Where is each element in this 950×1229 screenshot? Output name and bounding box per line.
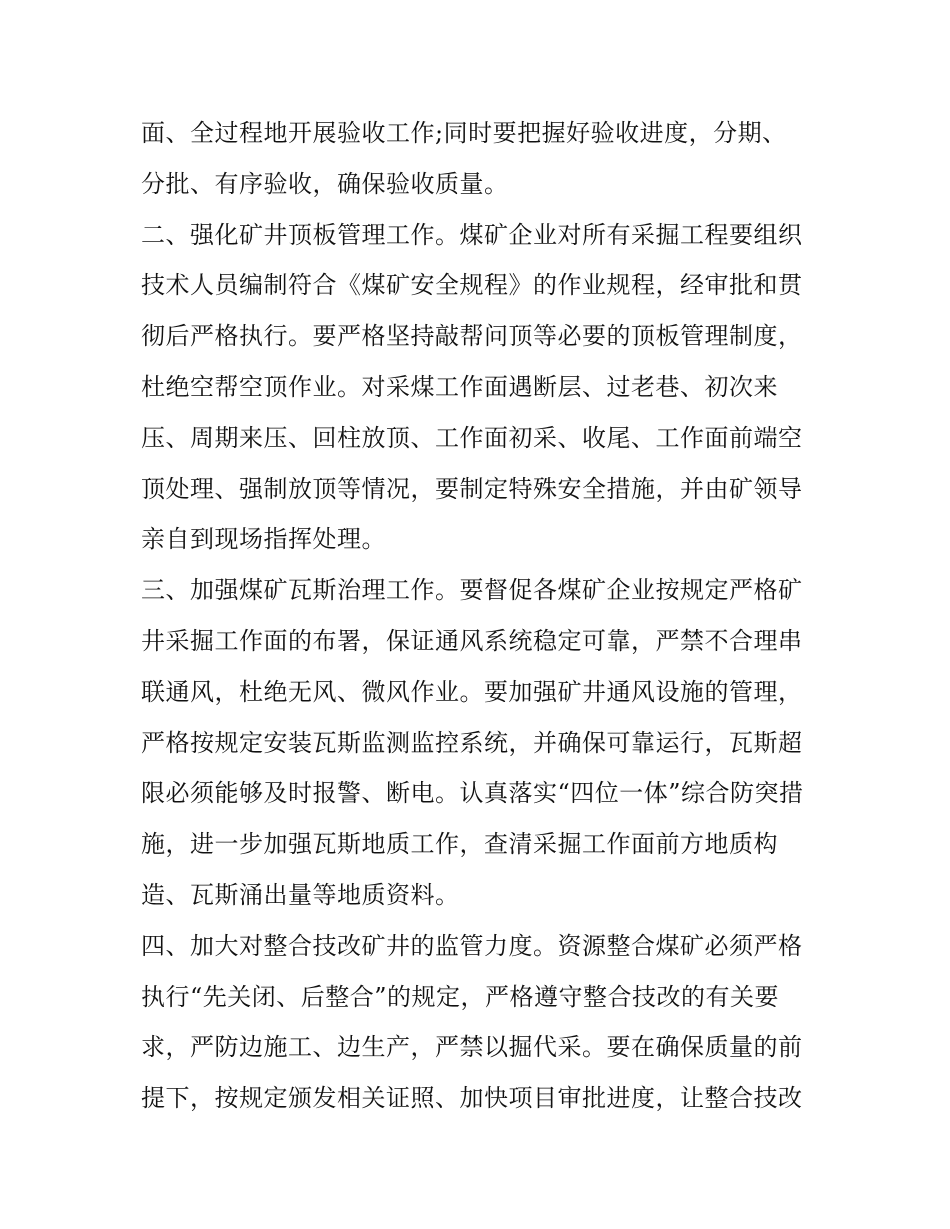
text-line: 造、瓦斯涌出量等地质资料。	[141, 880, 460, 909]
text-line: 联通风，杜绝无风、微风作业。要加强矿井通风设施的管理，	[141, 677, 803, 706]
text-line: 严格按规定安装瓦斯监测监控系统，并确保可靠运行，瓦斯超	[141, 728, 803, 757]
text-line: 面、全过程地开展验收工作;同时要把握好验收进度，分期、	[141, 119, 787, 147]
text-line: 亲自到现场指挥处理。	[141, 525, 386, 554]
text-line: 技术人员编制符合《煤矿安全规程》的作业规程，经审批和贯	[141, 271, 803, 300]
text-line: 压、周期来压、回柱放顶、工作面初采、收尾、工作面前端空	[141, 423, 803, 452]
text-line: 求，严防边施工、边生产，严禁以掘代采。要在确保质量的前	[141, 1033, 803, 1062]
text-line: 执行“先关闭、后整合”的规定，严格遵守整合技改的有关要	[141, 982, 780, 1011]
text-line: 提下，按规定颁发相关证照、加快项目审批进度，让整合技改	[141, 1084, 803, 1113]
text-line: 施，进一步加强瓦斯地质工作，查清采掘工作面前方地质构	[141, 830, 778, 859]
text-line: 顶处理、强制放顶等情况，要制定特殊安全措施，并由矿领导	[141, 474, 803, 503]
text-line: 彻后严格执行。要严格坚持敲帮问顶等必要的顶板管理制度，	[141, 322, 803, 351]
text-line: 三、加强煤矿瓦斯治理工作。要督促各煤矿企业按规定严格矿	[141, 576, 803, 605]
body-text	[141, 108, 821, 1124]
text-line: 限必须能够及时报警、断电。认真落实“四位一体”综合防突措	[141, 779, 804, 808]
text-line: 四、加大对整合技改矿井的监管力度。资源整合煤矿必须严格	[141, 931, 803, 960]
text-line: 杜绝空帮空顶作业。对采煤工作面遇断层、过老巷、初次来	[141, 372, 778, 401]
text-line: 井采掘工作面的布署，保证通风系统稳定可靠，严禁不合理串	[141, 626, 803, 655]
text-line: 二、强化矿井顶板管理工作。煤矿企业对所有采掘工程要组织	[141, 220, 803, 249]
text-line: 分批、有序验收，确保验收质量。	[141, 169, 509, 198]
